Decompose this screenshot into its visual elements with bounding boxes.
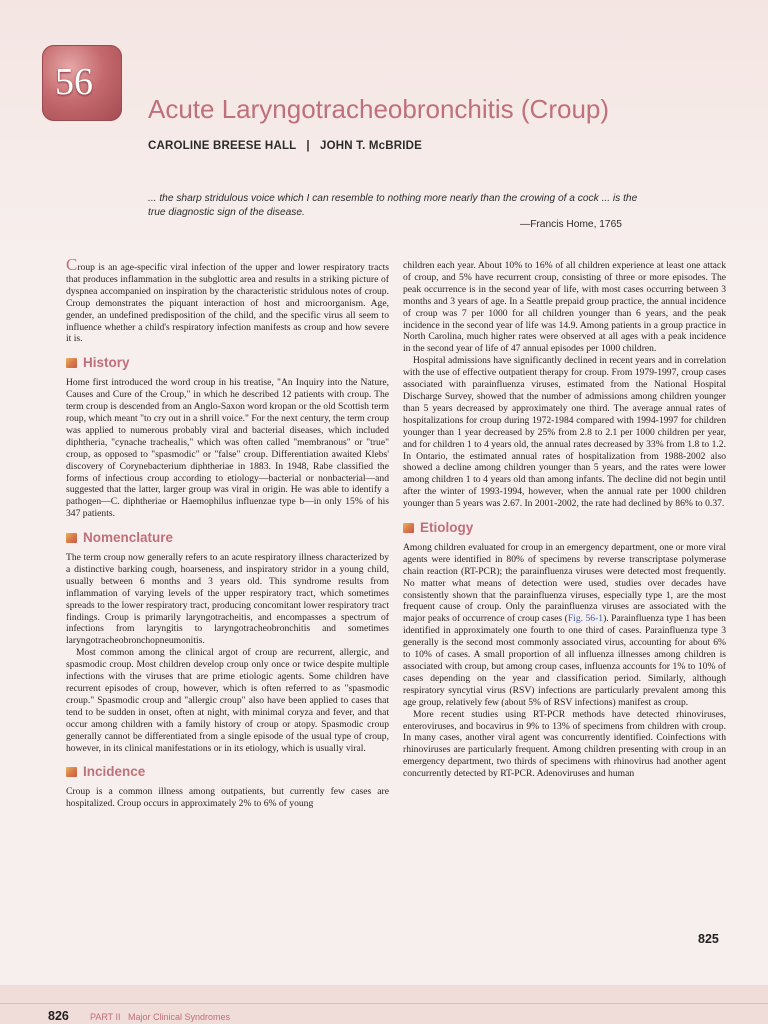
section-bullet-icon [66,767,77,777]
chapter-number: 56 [55,61,93,103]
etiology-paragraph-1: Among children evaluated for croup in an emergency department, one or more viral agents were identified in 80% of specimens by reverse transcriptase polymerase chain reaction (RT-PCR); the parainfluenza viruses were detected most frequently. No matter what means of detection were used, studies over decades have consistently shown that the parainfluenza viruses, especially type 1, are the most frequent cause of croup. Only the parainfluenza viruses are associated with the major peaks of occurrence of croup cases (Fig. 56-1). Parainfluenza type 1 has been identified in approximately one fourth to one third of cases. Parainfluenza type 3 generally is the second most commonly associated virus, accounting for about 6% to 10% of cases. A small proportion of all influenza illnesses among children is associated with croup, but among croup cases, influenza accounts for 1% to 10% of cases depending on the year and classification period. Similarly, although respiratory syncytial virus (RSV) infections are particularly prevalent among this age group, relatively few (about 5% of RSV infections) manifest as croup. [403,541,726,708]
section-bullet-icon [403,523,414,533]
section-heading-nomenclature: Nomenclature [66,532,389,544]
nomenclature-paragraph-2: Most common among the clinical argot of croup are recurrent, allergic, and spasmodic croup. Most children develop croup only once or twice despite multiple infections with the viruses that are prime etiologic agents. Some children have recurrent episodes of croup, however, which is often referred to as "spasmodic croup." Spasmodic croup and "allergic croup" also have been applied to cases that tend to be sudden in onset, often at night, with minimal coryza and fever, and that occur among children with a family history of croup or atopy. Spasmodic croup generally cannot be differentiated from a single episode of the usual type of croup, however, in its clinical manifestations or in its etiology, which is usually viral. [66,647,389,754]
incidence-paragraph: Croup is a common illness among outpatients, but currently few cases are hospitalized. Croup occurs in approximately 2% to 6% of young [66,786,389,810]
section-heading-etiology: Etiology [403,522,726,534]
chapter-title: Acute Laryngotracheobronchitis (Croup) [148,94,610,124]
intro-paragraph: Croup is an age-specific viral infection of the upper and lower respiratory tracts that produces inflammation in the subglottic area and results in a striking picture of dyspnea accompanied on inspiration by the characteristic stridulous notes of croup. Croup demonstrates the piquant interaction of host and microorganism. Age, gender, an undefined predisposition of the child, and the specific virus all seem to influence whether a child's respiratory infection manifests as croup and how severe it is. [66,255,389,345]
footer-page-number: 826 [48,1009,69,1023]
left-column [66,255,389,810]
footer-part-label: PART II Major Clinical Syndromes [90,1012,231,1022]
section-bullet-icon [66,358,77,368]
incidence-continued-paragraph-1: children each year. About 10% to 16% of all children experience at least one attack of croup, and 5% have recurrent croup, consisting of three or more episodes. The peak occurrence is in the second year of life, with most cases occurring between 3 months and 3 years of age. In a Seattle prepaid group practice, the annual incidence of croup was 7 per 1000 for all children younger than 6 years, and the peak incidence in the second year of life was 14.9. Among patients in a group practice in North Carolina, much higher rates were observed at all ages with a peak incidence in the second year of life of 47 annual episodes per 1000 children. [403,260,726,355]
dropcap: C [66,255,78,274]
figure-reference-link[interactable]: Fig. 56-1 [567,613,604,625]
etiology-paragraph-2: More recent studies using RT-PCR methods have detected rhinoviruses, enteroviruses, and bocavirus in 9% to 13% of specimens from children with croup. In many cases, another viral agent was concurrently identified. Coinfections with rhinoviruses are particularly frequent. Among children presenting with croup in an emergency department, two thirds of specimens with rhinovirus had another agent concurrently detected by RT-PCR. Adenoviruses and human [403,708,726,780]
history-paragraph: Home first introduced the word croup in his treatise, "An Inquiry into the Nature, Causes and Cure of the Croup," in which he described 12 patients with croup. The term croup is descended from an Anglo-Saxon word kropan or the old Scottish term roup, which meant "to cry out in a shrill voice." For the next century, the term croup was applied to numerous probably viral and bacterial diseases, which included diphtheria, "cynache trachealis," which was often called "membranous" or "true" croup, as opposed to "spasmodic" or "false" croup. Differentiation awaited Klebs' discovery of Corynebacterium diphtheriae in 1883. In 1948, Rabe classified the forms of infectious croup according to etiology—bacterial or nonbacterial—and suggested that the latter, larger group was viral in origin. He was able to identify a pathogen—C. diphtheriae or Haemophilus influenzae type b—in only 15% of his 347 patients. [66,377,389,520]
nomenclature-paragraph-1: The term croup now generally refers to an acute respiratory illness characterized by a distinctive barking cough, hoarseness, and inspiratory stridor in a young child, usually between 6 months and 3 years old. This syndrome results from inflammation of varying levels of the upper respiratory tract, which sometimes spreads to the lower respiratory tract, producing concomitant lower respiratory tract findings. Croup is primarily laryngotracheitis, and encompasses a spectrum of infections from laryngitis to laryngotracheobronchitis and sometimes laryngotracheobronchopneumonitis. [66,552,389,647]
section-bullet-icon [66,533,77,543]
section-heading-incidence: Incidence [66,766,389,778]
right-column [403,260,726,780]
section-heading-history: History [66,357,389,369]
page-number: 825 [698,932,719,946]
chapter-authors: CAROLINE BREESE HALL | JOHN T. McBRIDE [148,140,423,152]
epigraph-attribution: —Francis Home, 1765 [520,219,622,230]
footer-divider [0,1003,768,1004]
incidence-continued-paragraph-2: Hospital admissions have significantly declined in recent years and in correlation with the use of effective outpatient therapy for croup. From 1979-1997, croup cases associated with parainfluenza viruses, estimated from the National Hospital Discharge Survey, showed that the number of admissions among children younger than 5 years decreased by approximately one third. The average annual rates of hospitalizations for croup during 1972-1984 compared with 1994-1997 for children younger than 1 year decreased by 25% from 2.8 to 2.1 per 1000 children per year, and for children 1 to 4 years old, the annual rates decreased by 33% from 1.8 to 1.2. In Ontario, the estimated annual rates of hospitalization from 1988-2002 also showed a decline among children younger than 5 years, and the rates were lower among children 1 to 4 years old than among infants. The decline did not begin until after the winter of 1993-1994, however, when the annual rate per 1000 children younger than 5 years was 2.67. In 2001-2002, the rate had declined by 86% to 0.37. [403,355,726,510]
epigraph-quote: ... the sharp stridulous voice which I can resemble to nothing more nearly than the crowing of a cock ... is the true diagnostic sign of the disease. [148,193,638,218]
